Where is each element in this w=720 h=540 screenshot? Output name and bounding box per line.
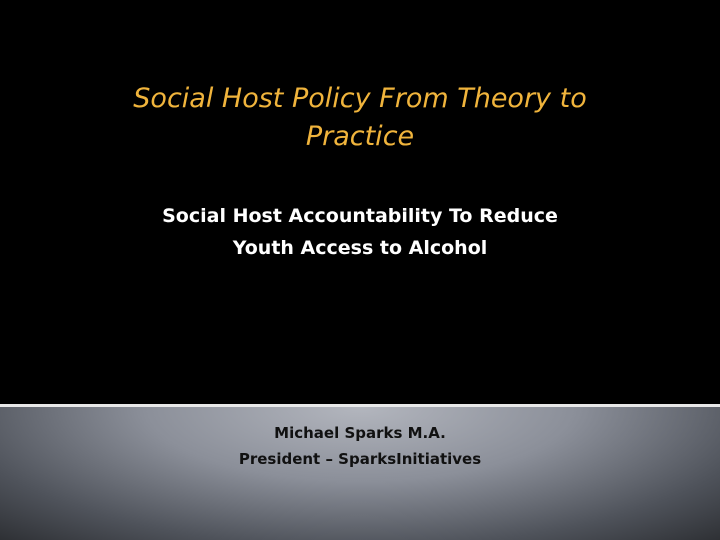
slide-subtitle-line: Youth Access to Alcohol	[232, 237, 488, 259]
presenter-name: Michael Sparks M.A.	[274, 424, 446, 442]
slide-subtitle	[80, 200, 640, 264]
slide-title	[60, 80, 660, 156]
presenter-info	[150, 420, 570, 472]
slide-title-line: Social Host Policy From Theory to	[133, 83, 587, 114]
presenter-role: President – SparksInitiatives	[238, 450, 482, 468]
slide-title-line: Practice	[305, 121, 415, 152]
slide-subtitle-line: Social Host Accountability To Reduce	[162, 205, 558, 227]
